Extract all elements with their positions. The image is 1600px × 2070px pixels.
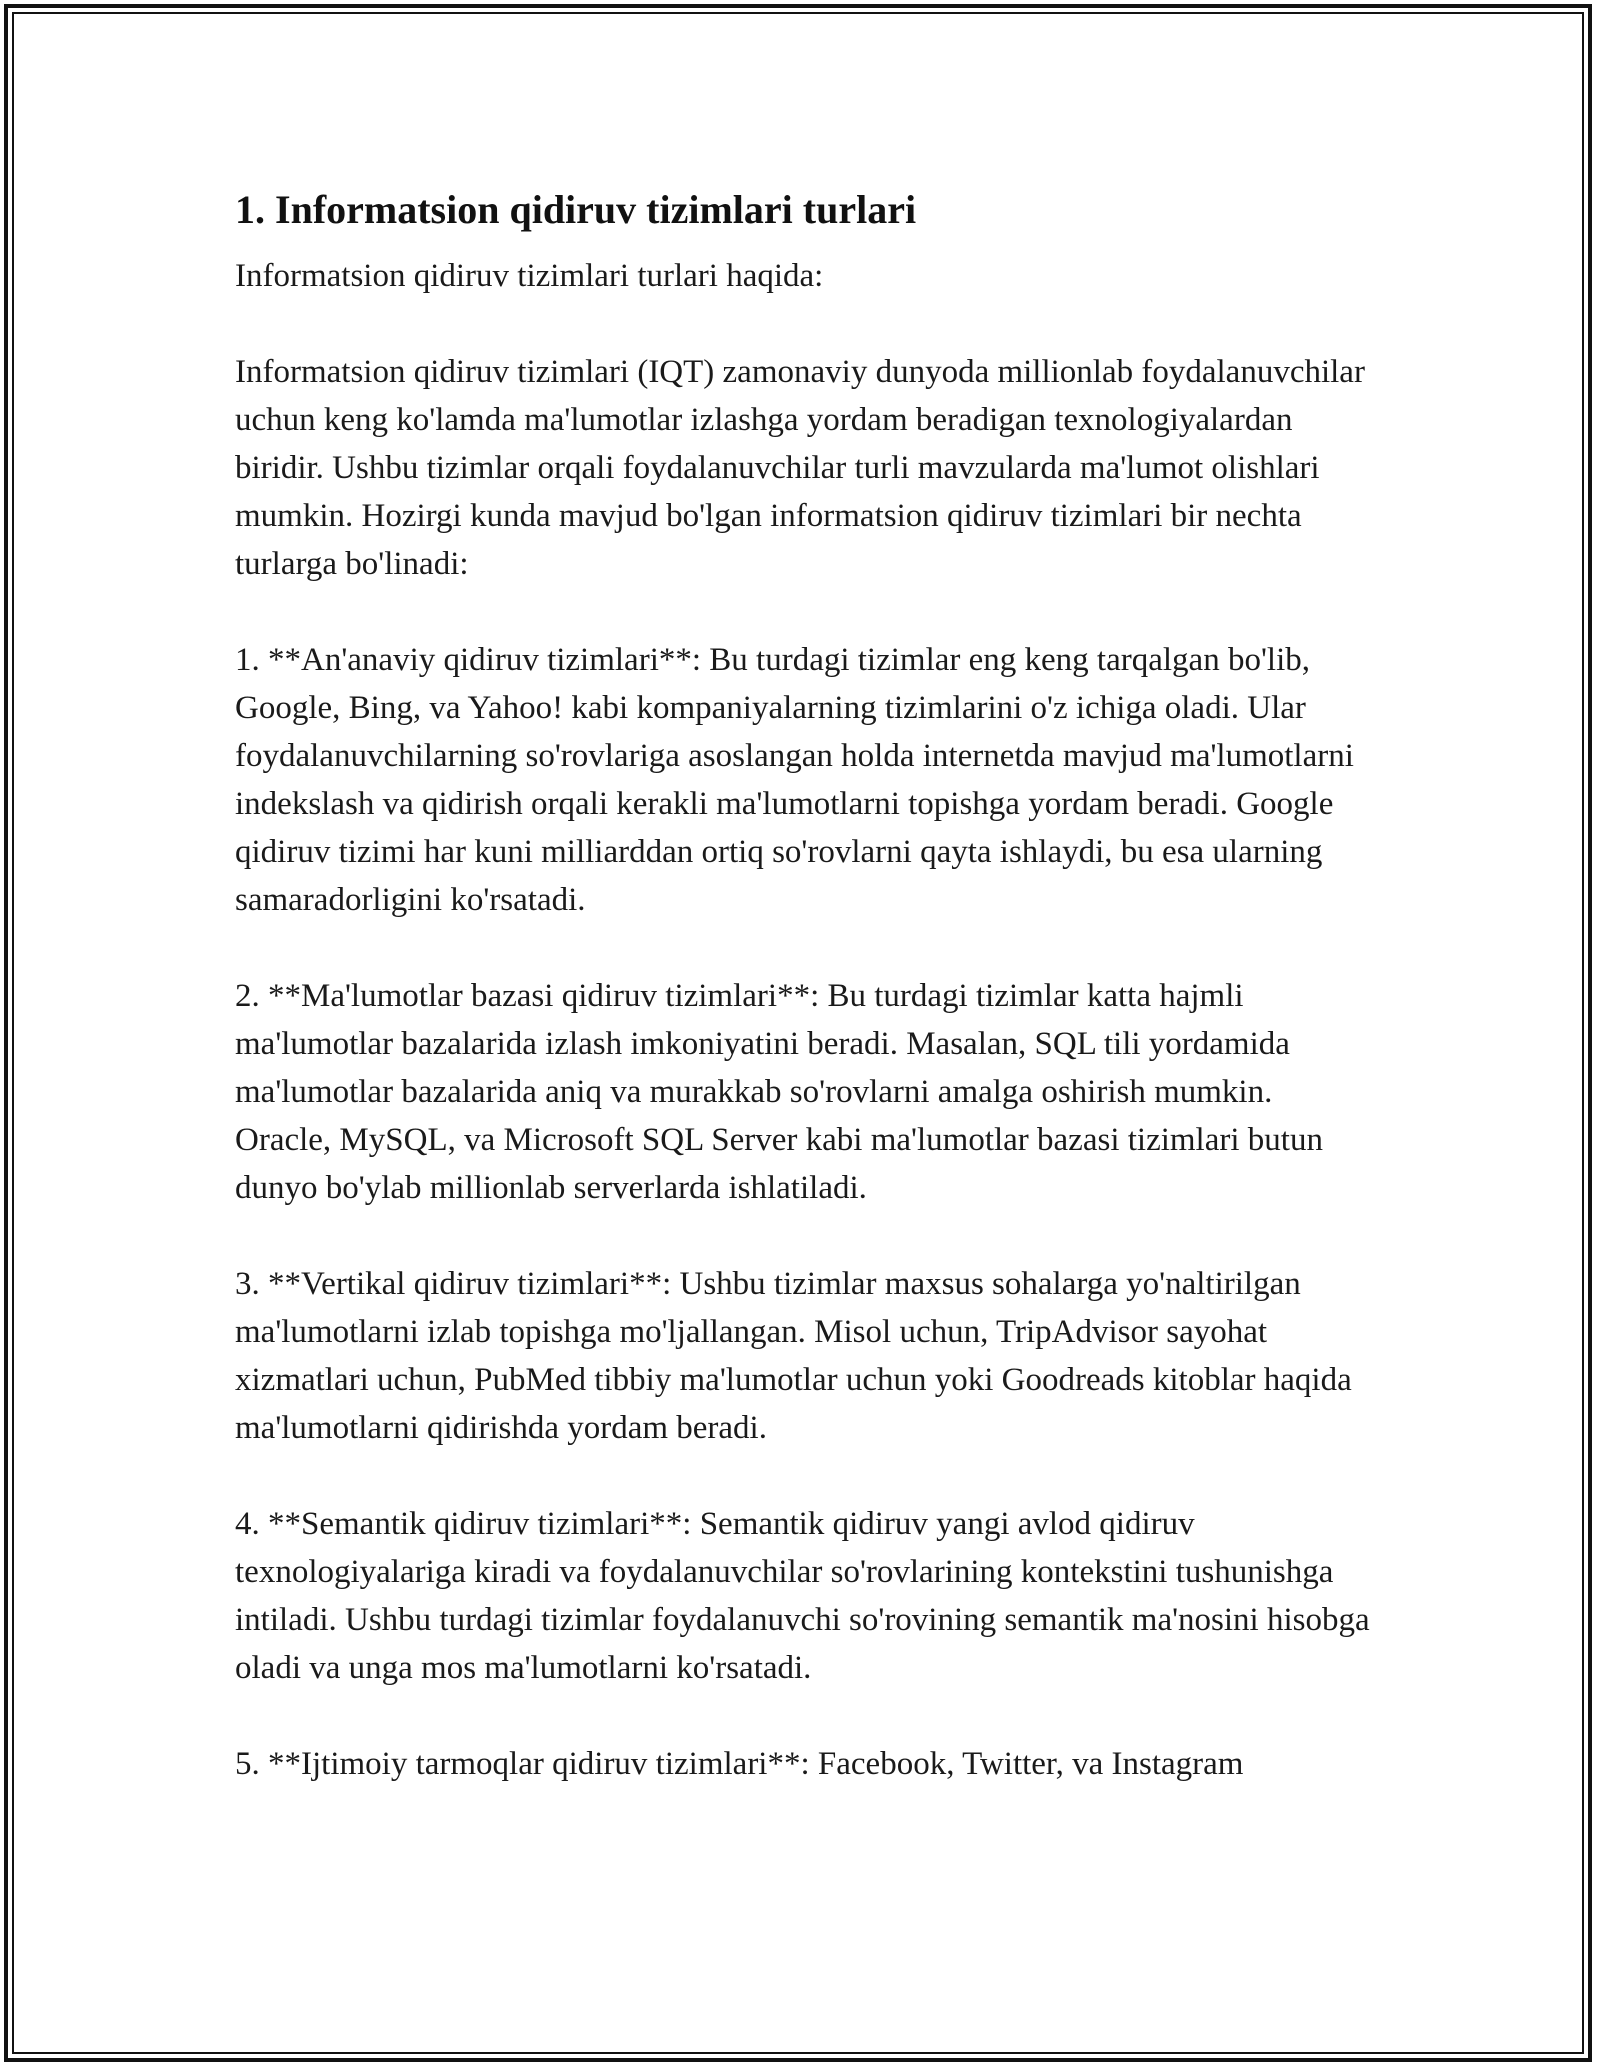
list-item-4: 4. **Semantik qidiruv tizimlari**: Semantik qidiruv yangi avlod qidiruv texnologiyalariga kiradi va foydalanuvchilar so'rovlarining kontekstini tushunishga intiladi. Ushbu turdagi tizimlar foydalanuvchi so'rovining semantik ma'nosini hisobga oladi va unga mos ma'lumotlarni ko'rsatadi. bbox=[235, 1506, 1370, 1686]
list-item-5: 5. **Ijtimoiy tarmoqlar qidiruv tizimlari**: Facebook, Twitter, va Instagram bbox=[235, 1746, 1244, 1782]
list-item-1: 1. **An'anaviy qidiruv tizimlari**: Bu turdagi tizimlar eng keng tarqalgan bo'lib, Google, Bing, va Yahoo! kabi kompaniyalarning tizimlarini o'z ichiga oladi. Ular foydalanuvchilarning so'rovlariga asoslangan holda internetda mavjud ma'lumotlarni indekslash va qidirish orqali kerakli ma'lumotlarni topishga yordam beradi. Google qidiruv tizimi har kuni milliarddan ortiq so'rovlarni qayta ishlaydi, bu esa ularning samaradorligini ko'rsatadi. bbox=[235, 642, 1354, 918]
list-item-2: 2. **Ma'lumotlar bazasi qidiruv tizimlari**: Bu turdagi tizimlar katta hajmli ma'lumotlar bazalarida izlash imkoniyatini beradi. Masalan, SQL tili yordamida ma'lumotlar bazalarida aniq va murakkab so'rovlarni amalga oshirish mumkin. Oracle, MySQL, va Microsoft SQL Server kabi ma'lumotlar bazasi tizimlari butun dunyo bo'ylab millionlab serverlarda ishlatiladi. bbox=[235, 978, 1323, 1206]
document-body bbox=[235, 186, 1375, 1836]
overview-paragraph: Informatsion qidiruv tizimlari (IQT) zamonaviy dunyoda millionlab foydalanuvchilar uchun keng ko'lamda ma'lumotlar izlashga yordam beradigan texnologiyalardan biridir. Ushbu tizimlar orqali foydalanuvchilar turli mavzularda ma'lumot olishlari mumkin. Hozirgi kunda mavjud bo'lgan informatsion qidiruv tizimlari bir nechta turlarga bo'linadi: bbox=[235, 354, 1365, 582]
list-item-3: 3. **Vertikal qidiruv tizimlari**: Ushbu tizimlar maxsus sohalarga yo'naltirilgan ma'lumotlarni izlab topishga mo'ljallangan. Misol uchun, TripAdvisor sayohat xizmatlari uchun, PubMed tibbiy ma'lumotlar uchun yoki Goodreads kitoblar haqida ma'lumotlarni qidirishda yordam beradi. bbox=[235, 1266, 1352, 1446]
intro-paragraph: Informatsion qidiruv tizimlari turlari haqida: bbox=[235, 258, 824, 294]
page-title: 1. Informatsion qidiruv tizimlari turlari bbox=[235, 187, 917, 232]
